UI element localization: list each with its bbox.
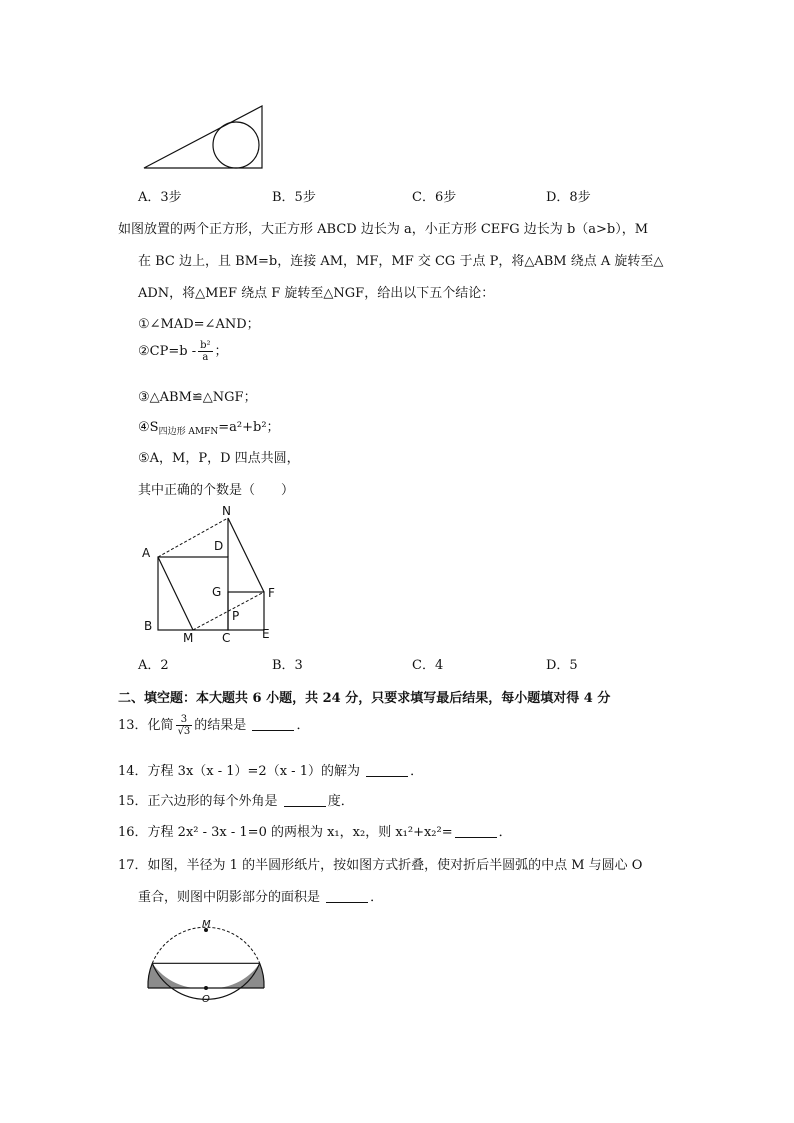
q12-line3: ADN，将△MEF 绕点 F 旋转至△NGF，给出以下五个结论： [138, 286, 495, 301]
q12-c2-prefix: ②CP=b - [138, 344, 197, 359]
q17-line2 [138, 886, 383, 905]
q13-frac-den: √3 [177, 726, 191, 737]
q12-c2-suffix: ； [214, 344, 228, 359]
q12-c4-suffix: =a²+b²； [218, 420, 280, 435]
q12-c4-sub: 四边形 AMFN [158, 427, 219, 437]
q12-option-b: B．3 [272, 658, 303, 673]
q17-answer-blank[interactable] [326, 890, 368, 903]
q12-label-e: E [262, 627, 270, 641]
q17-line1: 17．如图，半径为 1 的半圆形纸片，按如图方式折叠，使对折后半圆弧的中点 M 与圆心 O [118, 858, 643, 873]
q12-line2: 在 BC 边上，且 BM=b，连接 AM，MF，MF 交 CG 于点 P，将△ABM 绕点 A 旋转至△ [138, 254, 664, 269]
q12-segment-am [158, 557, 193, 630]
q12-question: 其中正确的个数是（ ） [138, 483, 295, 498]
q11-figure [140, 100, 270, 175]
q12-line1: 如图放置的两个正方形，大正方形 ABCD 边长为 a，小正方形 CEFG 边长为 b（a>b），M [118, 222, 649, 237]
q17-dashed-arc [152, 927, 259, 963]
q15-end: 度． [327, 794, 354, 809]
q17-label-m: M [202, 919, 211, 930]
q12-label-m: M [183, 631, 194, 645]
q12-c2-num: b² [200, 340, 211, 351]
q11-option-c: C．6步 [412, 190, 457, 205]
q12-label-p: P [232, 609, 240, 623]
q17-line2-text: 重合，则图中阴影部分的面积是 [138, 890, 321, 905]
q17-figure [140, 918, 270, 1006]
q12-label-b: B [144, 619, 153, 633]
q13-prefix: 化简 [147, 718, 174, 733]
q12-option-d: D．5 [546, 658, 578, 673]
q12-label-d: D [214, 539, 224, 553]
q13-fraction [176, 714, 193, 737]
q13 [118, 714, 309, 737]
q12-label-g: G [212, 585, 222, 599]
q11-option-b: B．5步 [272, 190, 316, 205]
q12-c2-fraction [198, 340, 212, 363]
q12-figure [138, 502, 288, 647]
q17-shaded-right [206, 963, 264, 988]
q17-end: ． [370, 890, 384, 905]
q12-option-c: C．4 [412, 658, 444, 673]
q12-label-n: N [222, 504, 231, 518]
q13-suffix: 的结果是 [194, 718, 247, 733]
q11-option-a: A．3步 [138, 190, 182, 205]
q12-conclusion-2 [138, 340, 228, 363]
q17-label-o: O [202, 994, 210, 1005]
q12-conclusion-3: ③△ABM≌△NGF； [138, 390, 257, 405]
q16-text: 16．方程 2x² - 3x - 1=0 的两根为 x₁，x₂，则 x₁²+x₂²= [118, 825, 453, 840]
q12-label-f: F [268, 586, 275, 600]
q16-end: ． [498, 825, 512, 840]
q14-text: 14．方程 3x（x - 1）=2（x - 1）的解为 [118, 764, 360, 779]
q12-conclusion-4 [138, 416, 280, 437]
q14-end: ． [410, 764, 424, 779]
q13-answer-blank[interactable] [252, 718, 294, 731]
q12-conclusion-5: ⑤A，M，P，D 四点共圆， [138, 451, 300, 466]
q11-circle [213, 122, 259, 168]
q11-triangle [144, 106, 262, 168]
q17-point-o [204, 986, 208, 990]
section2-heading: 二、填空题：本大题共 6 小题，共 24 分，只要求填写最后结果，每小题填对得 4 分 [118, 691, 611, 706]
q12-label-a: A [142, 546, 151, 560]
q17-shaded-left [148, 963, 206, 988]
q12-conclusion-1: ①∠MAD=∠AND； [138, 317, 260, 332]
q12-c4-prefix: ④S [138, 420, 159, 435]
q16-answer-blank[interactable] [455, 825, 497, 838]
q12-option-a: A．2 [138, 658, 169, 673]
q13-number: 13． [118, 718, 148, 733]
q14 [118, 760, 423, 779]
q16 [118, 821, 512, 840]
q12-label-c: C [222, 631, 231, 645]
q11-option-d: D．8步 [546, 190, 591, 205]
q13-end: ． [296, 718, 310, 733]
q15-text: 15．正六边形的每个外角是 [118, 794, 278, 809]
q15 [118, 790, 354, 809]
q12-segment-nf [228, 518, 264, 592]
q14-answer-blank[interactable] [366, 764, 408, 777]
q12-c2-den: a [202, 352, 209, 363]
q13-frac-num: 3 [176, 714, 193, 726]
q15-answer-blank[interactable] [284, 794, 326, 807]
